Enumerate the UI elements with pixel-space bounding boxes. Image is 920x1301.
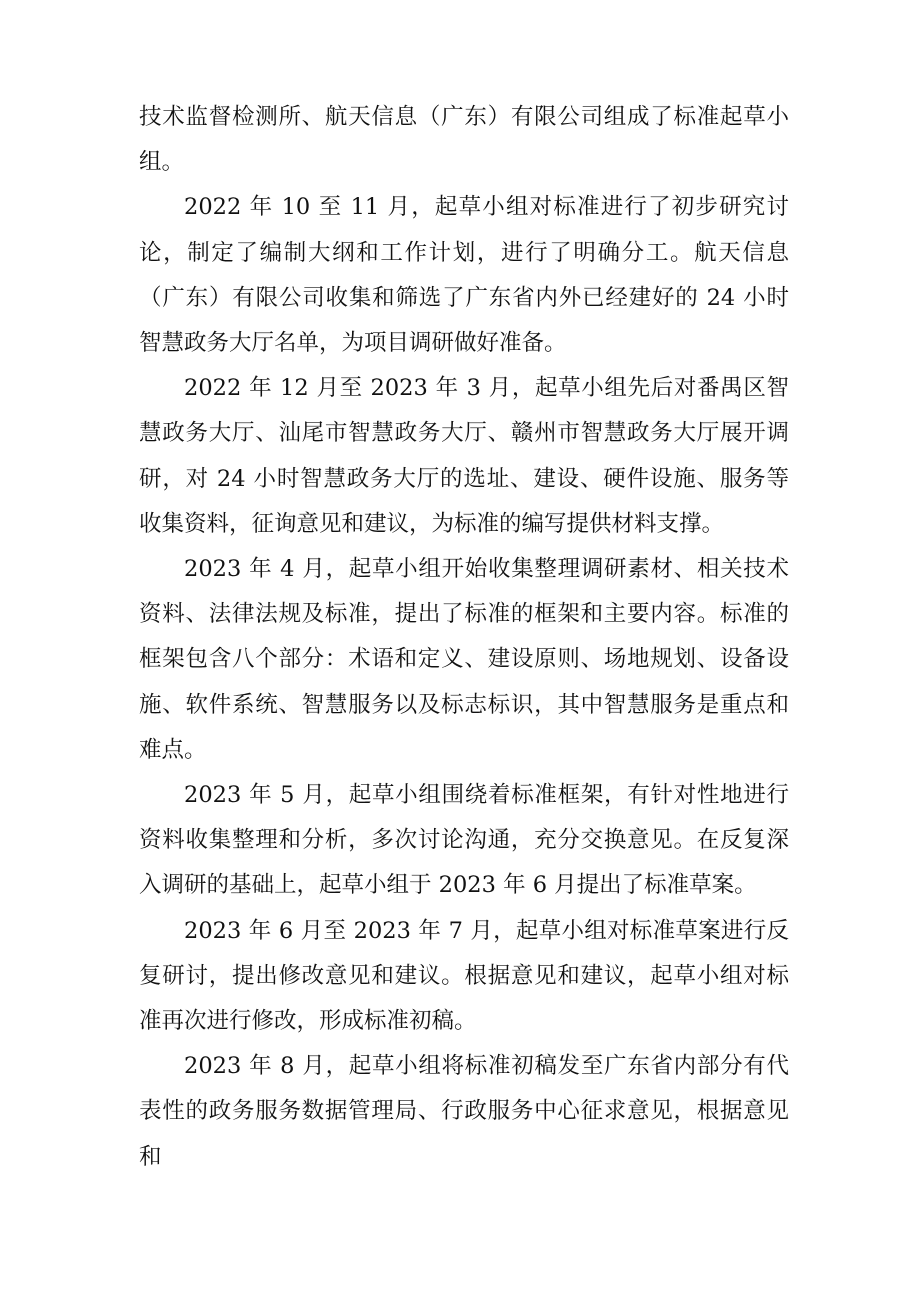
paragraph-drafting-group-members: 技术监督检测所、航天信息（广东）有限公司组成了标准起草小组。: [139, 104, 789, 176]
paragraph-may-2023: 2023 年 5 月，起草小组围绕着标准框架，有针对性地进行资料收集整理和分析，多次讨论沟通，充分交换意见。在反复深入调研的基础上，起草小组于 2023 年 6 月提出了标准草案。: [139, 782, 789, 899]
paragraph-jun-jul-2023: 2023 年 6 月至 2023 年 7 月，起草小组对标准草案进行反复研讨，提出修改意见和建议。根据意见和建议，起草小组对标准再次进行修改，形成标准初稿。: [139, 917, 789, 1035]
paragraph-dec-2022-mar-2023: 2022 年 12 月至 2023 年 3 月，起草小组先后对番禺区智慧政务大厅、汕尾市智慧政务大厅、赣州市智慧政务大厅展开调研，对 24 小时智慧政务大厅的选址、建设、硬件设施、服务等收集资料，征询意见和建议，为标准的编写提供材料支撑。: [139, 375, 789, 537]
document-body: [139, 95, 789, 1180]
paragraph-aug-2023: 2023 年 8 月，起草小组将标准初稿发至广东省内部分有代表性的政务服务数据管理局、行政服务中心征求意见，根据意见和: [139, 1053, 789, 1170]
paragraph-oct-nov-2022: 2022 年 10 至 11 月，起草小组对标准进行了初步研究讨论，制定了编制大纲和工作计划，进行了明确分工。航天信息（广东）有限公司收集和筛选了广东省内外已经建好的 24 小时智慧政务大厅名单，为项目调研做好准备。: [139, 194, 789, 357]
paragraph-apr-2023: 2023 年 4 月，起草小组开始收集整理调研素材、相关技术资料、法律法规及标准，提出了标准的框架和主要内容。标准的框架包含八个部分：术语和定义、建设原则、场地规划、设备设施、软件系统、智慧服务以及标志标识，其中智慧服务是重点和难点。: [139, 556, 789, 763]
